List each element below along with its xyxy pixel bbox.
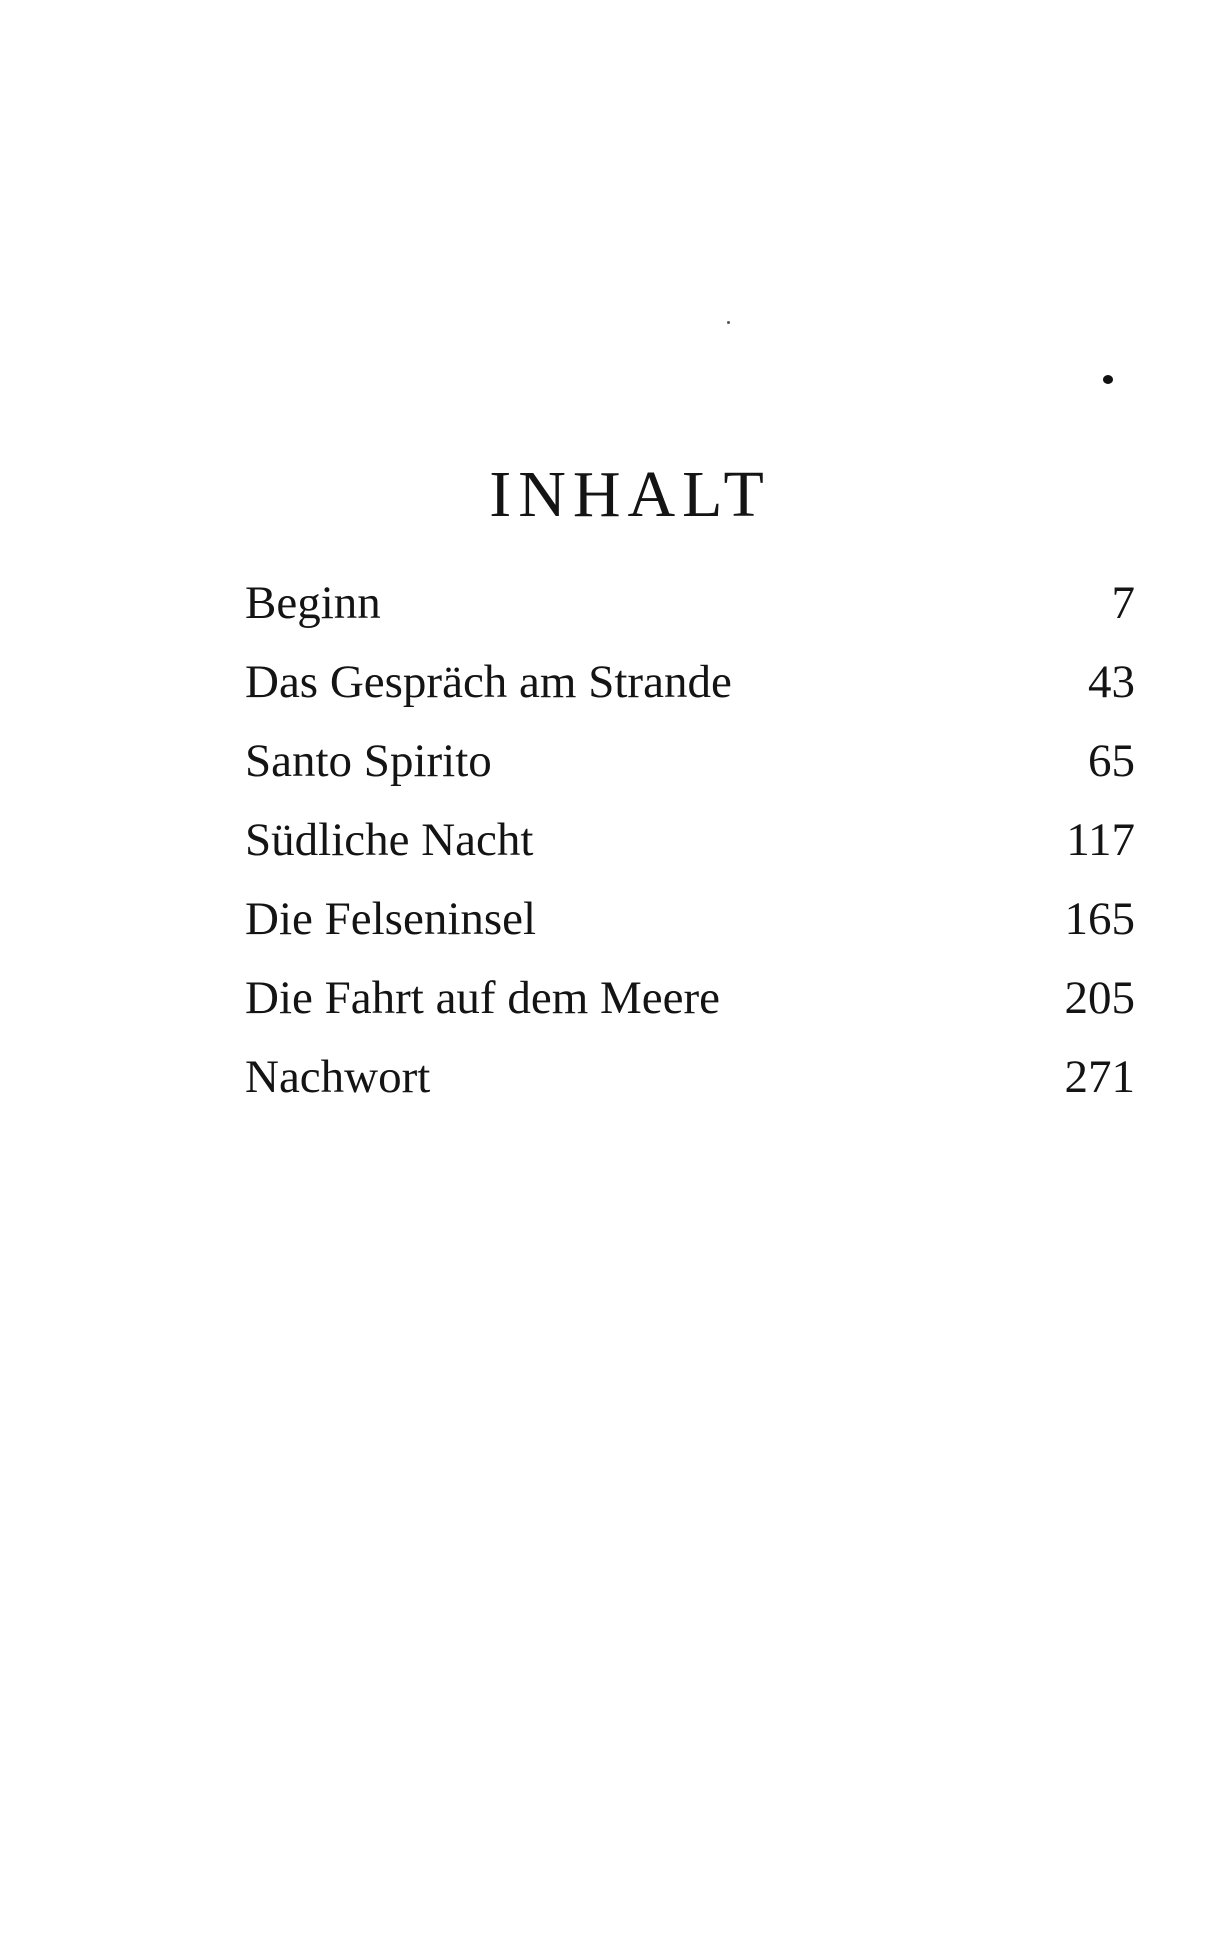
toc-entry-title: Die Felseninsel <box>245 893 537 945</box>
toc-entry <box>245 577 1135 659</box>
page-title: INHALT <box>489 458 771 531</box>
toc-entry-title: Beginn <box>245 577 381 629</box>
toc-entry-title: Nachwort <box>245 1051 431 1103</box>
toc-entry-page: 205 <box>1064 972 1135 1024</box>
table-of-contents <box>245 577 1135 1133</box>
toc-entry-page: 271 <box>1064 1051 1135 1103</box>
toc-entry-page: 43 <box>1088 656 1135 708</box>
toc-entry-title: Die Fahrt auf dem Meere <box>245 972 721 1024</box>
toc-entry-title: Das Gespräch am Strande <box>245 656 732 708</box>
toc-entry-page: 7 <box>1111 577 1135 629</box>
print-dot <box>1103 375 1113 384</box>
toc-entry <box>245 972 1135 1054</box>
toc-entry <box>245 893 1135 975</box>
toc-entry-page: 65 <box>1088 735 1135 787</box>
toc-entry-page: 117 <box>1066 814 1135 866</box>
toc-entry-title: Südliche Nacht <box>245 814 534 866</box>
toc-entry-page: 165 <box>1064 893 1135 945</box>
toc-entry <box>245 656 1135 738</box>
print-speck <box>727 321 730 324</box>
toc-entry-title: Santo Spirito <box>245 735 492 787</box>
toc-entry <box>245 1051 1135 1133</box>
toc-entry <box>245 814 1135 896</box>
toc-entry <box>245 735 1135 817</box>
